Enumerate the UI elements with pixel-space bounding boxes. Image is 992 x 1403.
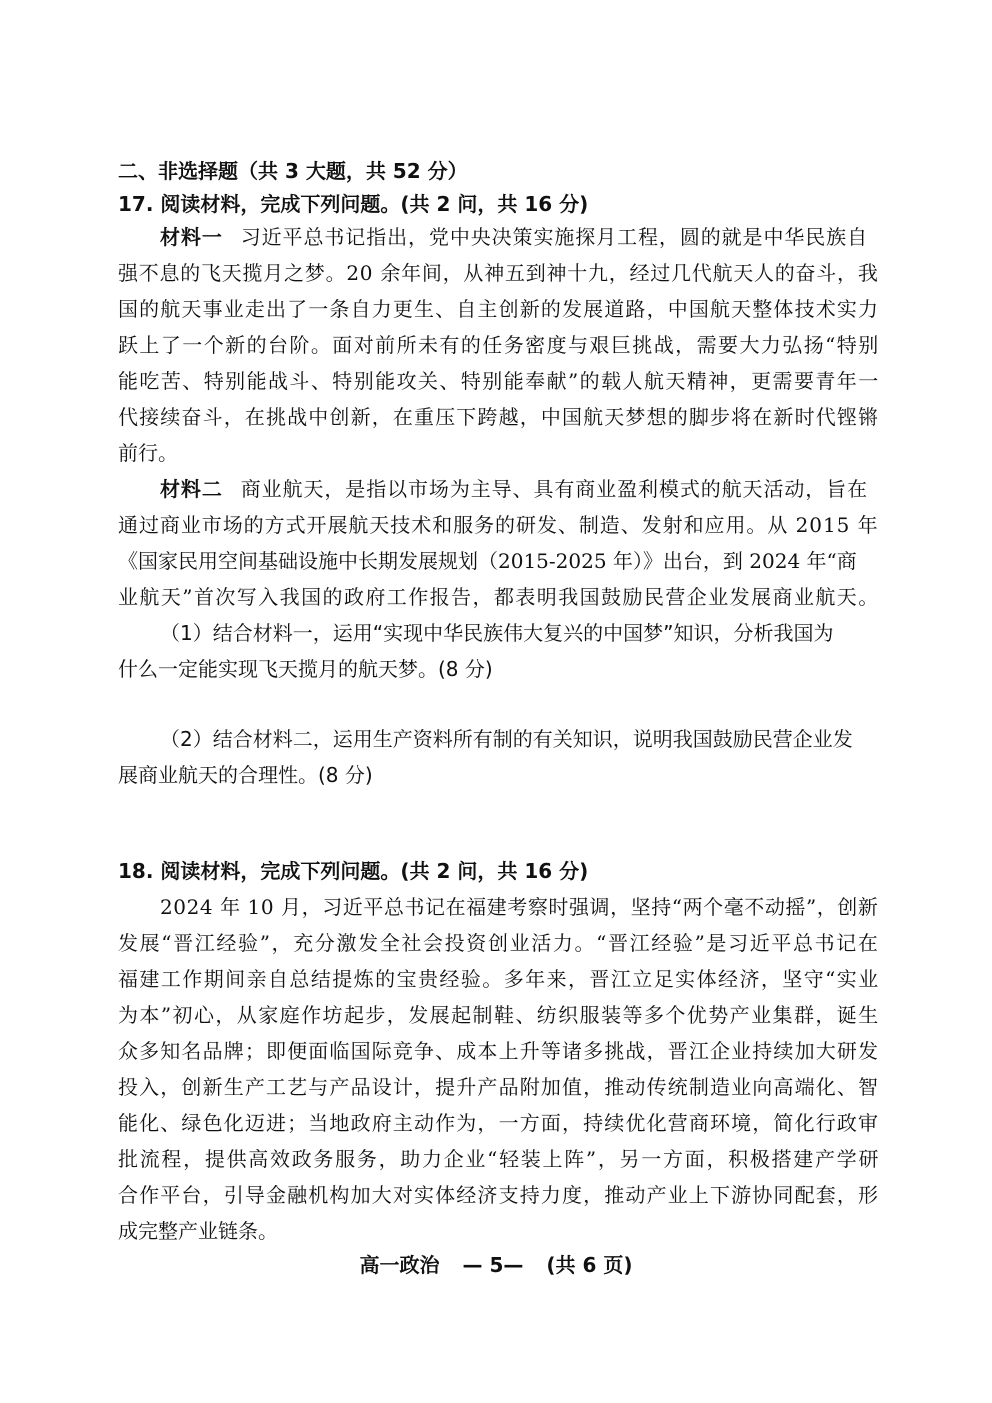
q17-material2-label: 材料二 bbox=[160, 477, 223, 501]
q18-line: 成完整产业链条。 bbox=[118, 1219, 278, 1243]
q17-material1-line: 跃上了一个新的台阶。面对前所未有的任务密度与艰巨挑战，需要大力弘扬“特别 bbox=[118, 333, 880, 357]
q17-material2-line bbox=[160, 476, 868, 502]
q17-material2-line: 业航天”首次写入我国的政府工作报告，都表明我国鼓励民营企业发展商业航天。 bbox=[118, 585, 880, 609]
footer-total-pages: (共 6 页) bbox=[546, 1253, 633, 1277]
q17-material2-line: 《国家民用空间基础设施中长期发展规划（2015-2025 年）》出台，到 2024 年“商 bbox=[118, 549, 857, 573]
q18-line: 为本”初心，从家庭作坊起步，发展起制鞋、纺织服装等多个优势产业集群，诞生 bbox=[118, 1003, 880, 1027]
q17-material1-line: 强不息的飞天揽月之梦。20 余年间，从神五到神十九，经过几代航天人的奋斗，我 bbox=[118, 261, 879, 285]
q17-material1-text: 习近平总书记指出，党中央决策实施探月工程，圆的就是中华民族自 bbox=[240, 225, 869, 249]
q18-line: 福建工作期间亲自总结提炼的宝贵经验。多年来，晋江立足实体经济，坚守“实业 bbox=[118, 967, 880, 991]
q17-material1-line: 能吃苦、特别能战斗、特别能攻关、特别能奉献”的载人航天精神，更需要青年一 bbox=[118, 369, 880, 393]
q17-material2-text: 商业航天，是指以市场为主导、具有商业盈利模式的航天活动，旨在 bbox=[240, 477, 869, 501]
q17-material2-line: 通过商业市场的方式开展航天技术和服务的研发、制造、发射和应用。从 2015 年 bbox=[118, 513, 879, 537]
footer-subject: 高一政治 bbox=[359, 1253, 440, 1277]
q17-sub1-line: （1）结合材料一，运用“实现中华民族伟大复兴的中国梦”知识，分析我国为 bbox=[160, 621, 834, 645]
q17-material1-line: 前行。 bbox=[118, 441, 178, 465]
q17-material1-line: 代接续奋斗，在挑战中创新，在重压下跨越，中国航天梦想的脚步将在新时代铿锵 bbox=[118, 405, 880, 429]
q18-line: 合作平台，引导金融机构加大对实体经济支持力度，推动产业上下游协同配套，形 bbox=[118, 1183, 880, 1207]
q18-title: 18. 阅读材料，完成下列问题。(共 2 问，共 16 分) bbox=[118, 859, 589, 883]
q18-line: 发展“晋江经验”，充分激发全社会投资创业活力。“晋江经验”是习近平总书记在 bbox=[118, 931, 880, 955]
section-heading: 二、非选择题（共 3 大题，共 52 分） bbox=[118, 159, 468, 183]
q18-line: 批流程，提供高效政务服务，助力企业“轻装上阵”，另一方面，积极搭建产学研 bbox=[118, 1147, 881, 1171]
q18-line: 2024 年 10 月，习近平总书记在福建考察时强调，坚持“两个毫不动摇”，创新 bbox=[160, 895, 879, 919]
q17-sub1-line: 什么一定能实现飞天揽月的航天梦。(8 分) bbox=[118, 657, 493, 681]
q18-line: 投入，创新生产工艺与产品设计，提升产品附加值，推动传统制造业向高端化、智 bbox=[118, 1075, 880, 1099]
q17-title: 17. 阅读材料，完成下列问题。(共 2 问，共 16 分) bbox=[118, 192, 589, 216]
q17-sub2-line: （2）结合材料二，运用生产资料所有制的有关知识，说明我国鼓励民营企业发 bbox=[160, 727, 853, 751]
page-footer bbox=[0, 1252, 992, 1278]
q17-sub2-line: 展商业航天的合理性。(8 分) bbox=[118, 763, 373, 787]
q17-material1-label: 材料一 bbox=[160, 225, 223, 249]
q17-material1-line: 国的航天事业走出了一条自力更生、自主创新的发展道路，中国航天整体技术实力 bbox=[118, 297, 880, 321]
q18-line: 众多知名品牌；即便面临国际竞争、成本上升等诸多挑战，晋江企业持续加大研发 bbox=[118, 1039, 880, 1063]
footer-page-number: — 5— bbox=[462, 1253, 524, 1277]
q17-material1-line bbox=[160, 224, 868, 250]
q18-line: 能化、绿色化迈进；当地政府主动作为，一方面，持续优化营商环境，简化行政审 bbox=[118, 1111, 880, 1135]
